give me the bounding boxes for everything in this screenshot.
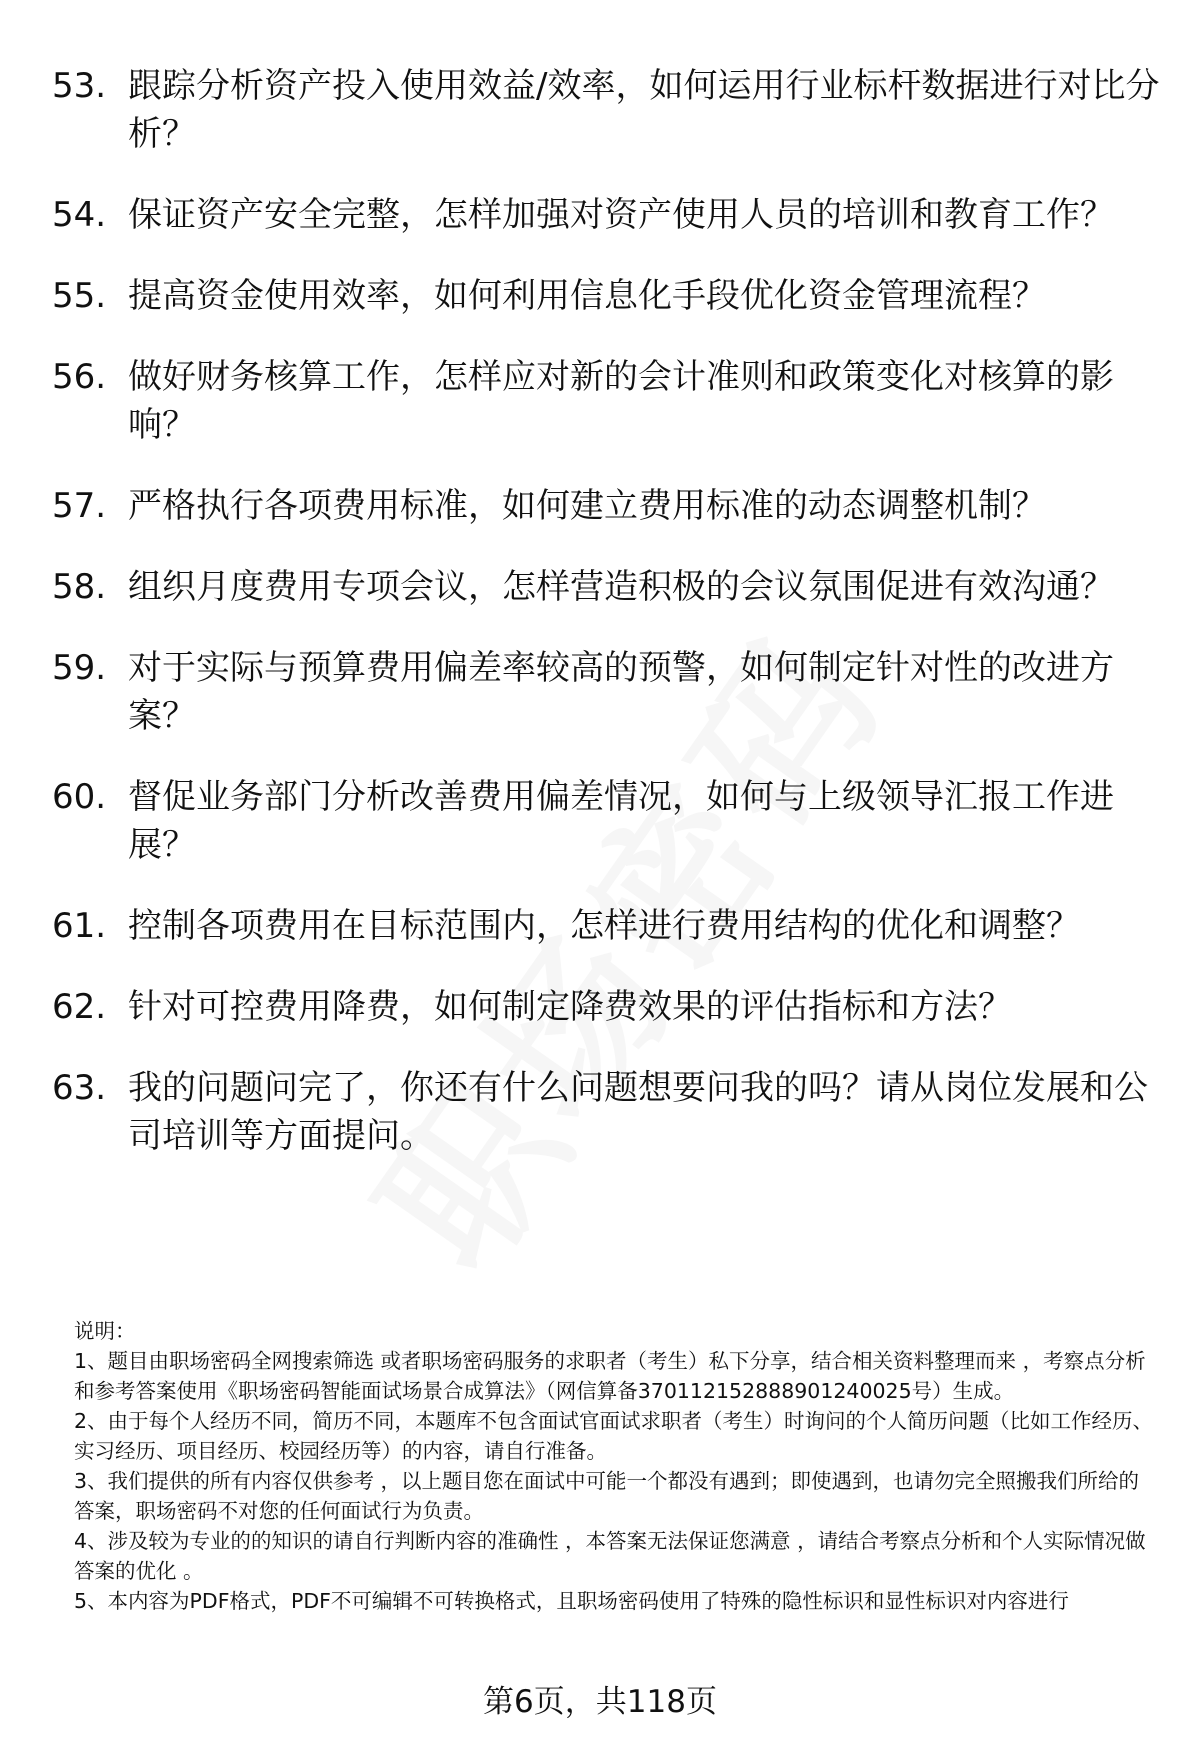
question-text: 督促业务部门分析改善费用偏差情况，如何与上级领导汇报工作进展？	[128, 777, 1114, 865]
note-item: 1、题目由职场密码全网搜索筛选 或者职场密码服务的求职者（考生）私下分享，结合相关资料整理而来 ，考察点分析和参考答案使用《职场密码智能面试场景合成算法》（网信算备370112152888901240025号）生成。	[74, 1349, 1146, 1403]
question-item	[52, 902, 1162, 950]
question-number: 62.	[52, 987, 107, 1027]
question-number: 56.	[52, 357, 107, 397]
question-item	[52, 353, 1162, 449]
question-text: 组织月度费用专项会议，怎样营造积极的会议氛围促进有效沟通？	[128, 567, 1114, 607]
note-item: 3、我们提供的所有内容仅供参考 ，以上题目您在面试中可能一个都没有遇到；即使遇到，也请勿完全照搬我们所给的答案，职场密码不对您的任何面试行为负责。	[74, 1469, 1140, 1523]
question-number: 54.	[52, 195, 107, 235]
question-item	[52, 644, 1162, 740]
question-text: 对于实际与预算费用偏差率较高的预警，如何制定针对性的改进方案？	[128, 648, 1114, 736]
question-item	[52, 272, 1162, 320]
question-number: 53.	[52, 66, 107, 106]
question-number: 55.	[52, 276, 107, 316]
question-text: 跟踪分析资产投入使用效益/效率，如何运用行业标杆数据进行对比分析？	[128, 66, 1160, 154]
page-number: 第6页，共118页	[483, 1684, 717, 1720]
question-item	[52, 191, 1162, 239]
question-item	[52, 1064, 1162, 1160]
question-item	[52, 773, 1162, 869]
question-number: 58.	[52, 567, 107, 607]
question-number: 57.	[52, 486, 107, 526]
question-item	[52, 482, 1162, 530]
notes-title: 说明：	[74, 1319, 136, 1343]
note-item: 5、本内容为PDF格式，PDF不可编辑不可转换格式，且职场密码使用了特殊的隐性标识和显性标识对内容进行	[74, 1589, 1069, 1613]
note-item: 2、由于每个人经历不同，简历不同，本题库不包含面试官面试求职者（考生）时询问的个人简历问题（比如工作经历、实习经历、项目经历、校园经历等）的内容，请自行准备。	[74, 1409, 1154, 1463]
question-item	[52, 983, 1162, 1031]
question-text: 保证资产安全完整，怎样加强对资产使用人员的培训和教育工作？	[128, 195, 1114, 235]
question-item	[52, 563, 1162, 611]
question-number: 59.	[52, 648, 107, 688]
question-text: 提高资金使用效率，如何利用信息化手段优化资金管理流程？	[128, 276, 1046, 316]
question-item	[52, 62, 1162, 158]
question-text: 严格执行各项费用标准，如何建立费用标准的动态调整机制？	[128, 486, 1046, 526]
note-item: 4、涉及较为专业的的知识的请自行判断内容的准确性 ，本答案无法保证您满意 ，请结合考察点分析和个人实际情况做答案的优化 。	[74, 1529, 1146, 1583]
question-text: 我的问题问完了，你还有什么问题想要问我的吗？请从岗位发展和公司培训等方面提问。	[128, 1068, 1148, 1156]
question-text: 针对可控费用降费，如何制定降费效果的评估指标和方法？	[128, 987, 1012, 1027]
notes-section	[74, 1316, 1156, 1616]
question-number: 61.	[52, 906, 107, 946]
question-number: 63.	[52, 1068, 107, 1108]
question-text: 控制各项费用在目标范围内，怎样进行费用结构的优化和调整？	[128, 906, 1080, 946]
question-number: 60.	[52, 777, 107, 817]
question-list	[52, 62, 1162, 1193]
question-text: 做好财务核算工作，怎样应对新的会计准则和政策变化对核算的影响？	[128, 357, 1114, 445]
